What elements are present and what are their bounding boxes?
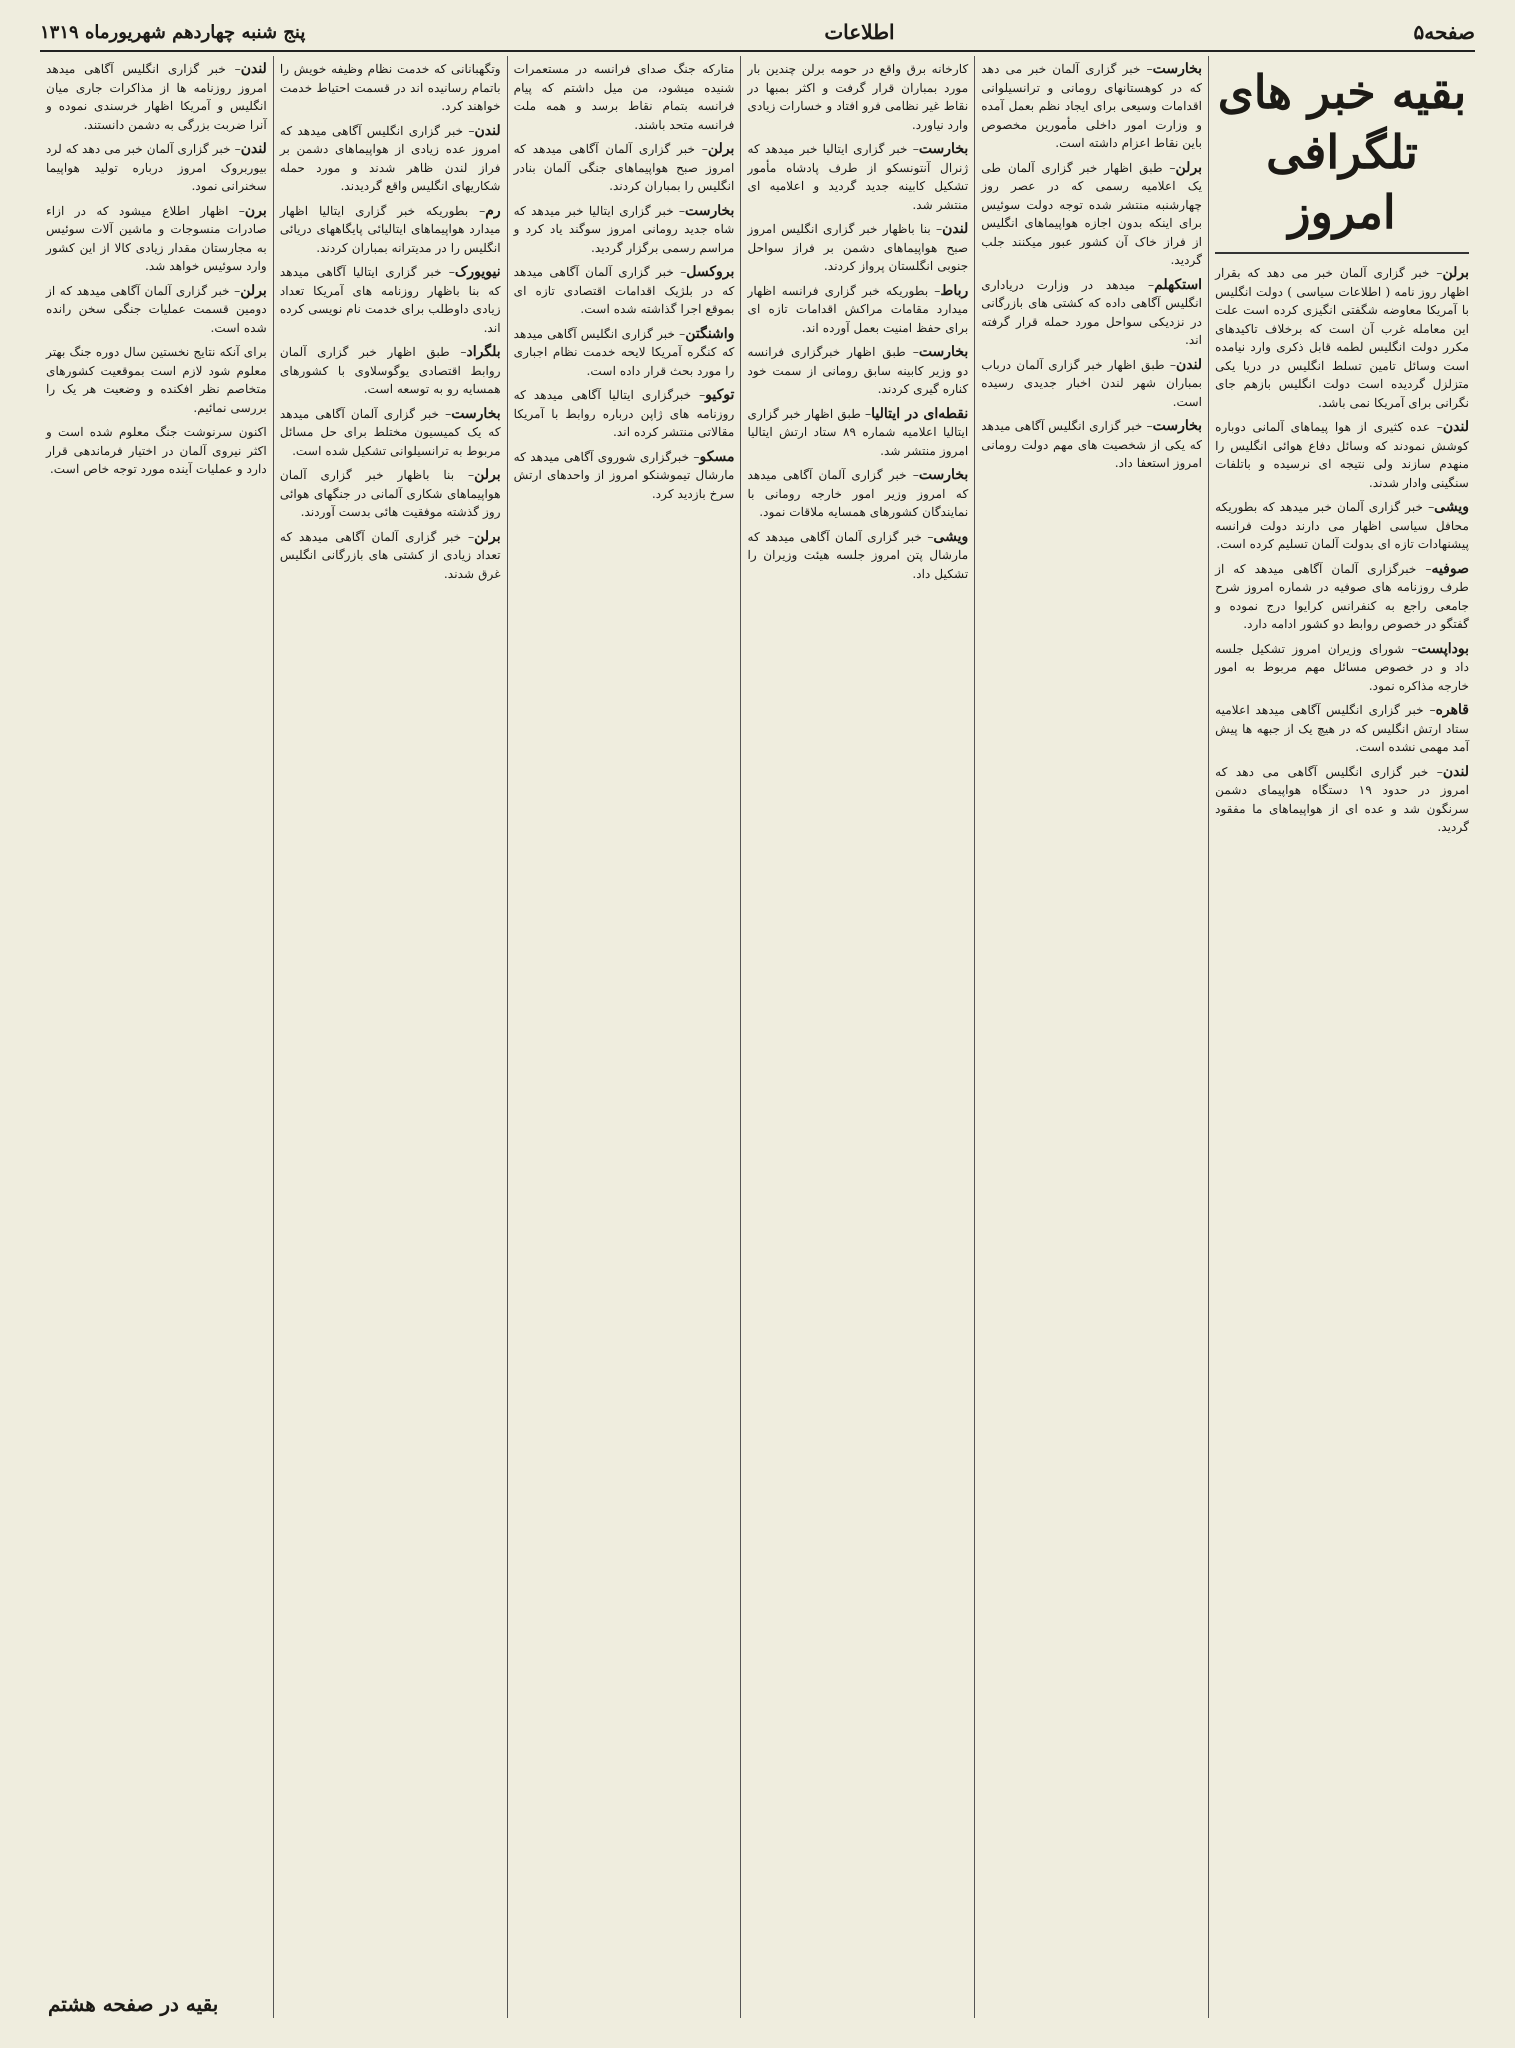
news-dateline: توکیو — [705, 387, 735, 403]
news-item — [1215, 701, 1469, 757]
news-text: – خبر گزاری انگلیس آگاهی می دهد که امروز در حدود ۱۹ دستگاه هواپیمای دشمن سرنگون شد و عده ای از هواپیماهای ما مفقود گردید. — [1215, 764, 1469, 834]
article-columns — [40, 56, 1475, 2018]
news-dateline: ویشی — [933, 528, 969, 545]
news-item — [280, 405, 501, 461]
news-dateline: برلن — [240, 282, 267, 299]
news-item — [280, 202, 501, 258]
news-item — [514, 448, 735, 504]
news-dateline: مسکو — [699, 448, 735, 465]
news-item — [280, 528, 501, 584]
news-item — [981, 159, 1202, 270]
news-item — [514, 263, 735, 319]
news-dateline: لندن — [1175, 356, 1203, 373]
news-dateline: بخارست — [451, 405, 501, 422]
news-dateline: نیویورک — [454, 264, 501, 280]
news-dateline: قاهره — [1435, 702, 1469, 718]
news-item — [46, 343, 267, 417]
news-text: – خبر گزاری آلمان آگاهی میدهد که تعداد زیادی از کشتی های بازرگانی انگلیس غرق شدند. — [279, 529, 501, 581]
news-dateline: لندن — [240, 141, 267, 157]
news-text: – خبر گزاری آلمان خبر میدهد که بطوریکه محافل سیاسی اظهار می دارند دولت فرانسه پیشنهادات تازه ای بدولت آلمان تسلیم کرده است. — [1215, 500, 1469, 551]
news-item — [514, 140, 735, 196]
news-text: – خبر گزاری آلمان آگاهی میدهد که از دومین قسمت عملیات جنگی سخن رانده شده است. — [46, 283, 267, 335]
news-text: – طبق اظهار خبر گزاری آلمان روابط اقتصادی یوگوسلاوی با کشورهای همسایه رو به توسعه است. — [279, 345, 501, 396]
news-dateline: بخارست — [1152, 61, 1203, 77]
news-item — [46, 202, 267, 276]
news-text: کارخانه برق واقع در حومه برلن چندین بار مورد بمباران قرار گرفت و اکثر بمبها در نقاط غیر نظامی فرو افتاد و خسارات زیادی وارد نیاورد. — [747, 62, 969, 132]
news-column-2 — [974, 56, 1208, 2018]
news-item — [981, 276, 1202, 350]
news-text: – میدهد در وزارت دریاداری انگلیس آگاهی داده که کشتی های بازرگانی در نزدیکی سواحل مورد حمله قرار گرفته اند. — [981, 277, 1203, 347]
news-item — [514, 386, 735, 442]
news-item — [280, 60, 501, 116]
main-headline: بقیه خبر های تلگرافی امروز — [1215, 60, 1469, 254]
news-item — [747, 140, 968, 214]
news-text: – طبق اظهار خبر گزاری ایتالیا اعلامیه شماره ۸۹ ستاد ارتش ایتالیا امروز منتشر شد. — [747, 406, 969, 458]
news-item — [280, 343, 501, 399]
news-column-3 — [740, 56, 974, 2018]
news-dateline: لندن — [942, 221, 969, 237]
news-item — [747, 528, 968, 584]
news-dateline: برلن — [1175, 159, 1203, 176]
masthead — [40, 14, 1475, 52]
news-text: – طبق اظهار خبرگزاری فرانسه دو وزیر کابینه سابق رومانی از سمت خود کناره گیری کردند. — [747, 345, 969, 396]
news-text: – خبر گزاری انگلیس آگاهی میدهد که کنگره آمریکا لایحه خدمت نظام اجباری را مورد بحث قرار داده است. — [513, 326, 735, 378]
news-item — [981, 60, 1202, 153]
news-text: – خبر گزاری آلمان خبر می دهد که بقرار اظهار روز نامه ( اطلاعات سیاسی ) دولت انگلیس با آمریکا معاوضه شگفتی انگیزی کرده است علت این معامله غرب آن است که برخلاف تاکیدهای مکرر دولت انگلیس لطمه قابل ذکری وارد نیامده است وسائل تامین تسلط انگلیس در دریا یکی متزلزل گردیده است دولت انگلیس بازهم جای نگرانی برای آمریکا نمی باشد. — [1215, 266, 1469, 410]
news-text: – خبر گزاری آلمان آگاهی میدهد که امروز صبح هواپیماهای جنگی آلمان بنادر انگلیس را بمباران کردند. — [513, 142, 735, 193]
news-dateline: لندن — [240, 61, 267, 77]
news-text: – خبر گزاری آلمان آگاهی میدهد که یک کمیسیون مختلط برای حل مسائل مربوط به ترانسیلوانی تشکیل شده است. — [279, 406, 501, 458]
news-dateline: بخارست — [685, 202, 735, 219]
news-item — [514, 325, 735, 381]
news-text: وتگهبانانی که خدمت نظام وظیفه خویش را باتمام رسانیده اند در قسمت احتیاط خدمت خواهند کرد. — [279, 62, 501, 113]
news-dateline: لندن — [1442, 419, 1469, 435]
page-number: صفحه۵ — [1413, 20, 1475, 44]
news-text: اکنون سرنوشت جنگ معلوم شده است و اکثر نیروی آلمان در اختیار فرماندهی قرار دارد و عملیات آینده مورد توجه خاص است. — [46, 425, 267, 476]
news-item — [46, 140, 267, 196]
news-text: – خبر گزاری ایتالیا خبر میدهد که ژنرال آنتونسکو از طرف پادشاه مأمور تشکیل کابینه جدید گردید و اعلامیه ای منتشر شد. — [747, 142, 969, 212]
news-text: – خبر گزاری انگلیس آگاهی میدهد امروز روزنامه ها از مذاکرات جاری میان انگلیس و آمریکا اظهار خرسندی نموده و آنرا ضربت بزرگی به دشمن دانستند. — [46, 62, 267, 132]
news-item — [747, 343, 968, 399]
news-item — [747, 405, 968, 461]
news-dateline: صوفیه — [1431, 560, 1469, 577]
news-dateline: بلگراد — [466, 344, 501, 360]
news-dateline: لندن — [474, 122, 501, 139]
news-dateline: برن — [244, 202, 267, 219]
news-text: – شورای وزیران امروز تشکیل جلسه داد و در خصوص مسائل مهم مربوط به امور خارجه مذاکره نمود. — [1215, 641, 1469, 693]
news-text: – بنا باظهار خبر گزاری انگلیس امروز صبح هواپیماهای دشمن بر فراز سواحل جنوبی انگلستان پرواز کردند. — [747, 222, 969, 273]
news-column-6 — [40, 56, 273, 2018]
news-item — [747, 466, 968, 522]
news-text: – خبر گزاری آلمان خبر می دهد که در کوهستانهای رومانی و ترانسیلوانی اقدامات وسیعی برای ایجاد نظم بعمل آمده و وزارت امور داخلی مأمورین مخصوص باین نقاط اعزام داشته است. — [981, 62, 1203, 150]
news-dateline: بوداپست — [1417, 640, 1469, 657]
news-dateline: بخارست — [1152, 418, 1203, 434]
news-item — [747, 282, 968, 338]
news-dateline: برلن — [1442, 265, 1469, 281]
news-dateline: واشنگتن — [685, 325, 735, 342]
news-text: – خبرگزاری شوروی آگاهی میدهد که مارشال تیموشنکو امروز از واحدهای ارتش سرخ بازدید کرد. — [513, 449, 735, 501]
news-dateline: بخارست — [918, 344, 969, 360]
news-text: – بطوریکه خبر گزاری ایتالیا اظهار میدارد هواپیماهای ایتالیائی پایگاههای دریائی انگلیس را در مدیترانه بمباران کردند. — [279, 203, 501, 255]
newspaper-title: اطلاعات — [824, 20, 895, 44]
news-item — [1215, 640, 1469, 696]
news-item — [280, 466, 501, 522]
news-dateline: بروکسل — [686, 264, 735, 280]
news-text: – بطوریکه خبر گزاری فرانسه اظهار میدارد مقامات مراکش اقدامات تازه ای برای حفظ امنیت بعمل آورده اند. — [747, 283, 969, 335]
news-text: – اظهار اطلاع میشود که در ازاء صادرات منسوجات و ماشین آلات سوئیس به مجارستان مقدار زیادی کالا از این کشور وارد سوئیس خواهد شد. — [46, 203, 267, 273]
news-text: – طبق اظهار خبر گزاری آلمان طی یک اعلامیه رسمی که در عصر روز چهارشنبه منتشر شده توجه دولت سوئیس برای اینکه بدون اجازه هواپیماهای انگلیس از فراز خاک آن کشور عبور میکنند جلب گردید. — [981, 160, 1203, 267]
news-item — [1215, 264, 1469, 412]
news-dateline: ویشی — [1434, 499, 1469, 515]
news-item — [514, 60, 735, 134]
news-column-1 — [1208, 56, 1475, 2018]
news-text: – طبق اظهار خبر گزاری آلمان درباب بمباران شهر لندن اخبار جدیدی رسیده است. — [981, 357, 1203, 409]
news-text: برای آنکه نتایج نخستین سال دوره جنگ بهتر معلوم شود لازم است بموقعیت کشورهای متخاصم نظر افکنده و وضعیت هر یک را بررسی نمائیم. — [46, 345, 267, 415]
news-item — [46, 282, 267, 338]
news-dateline: رباط — [940, 282, 969, 299]
news-item — [981, 356, 1202, 412]
news-dateline: لندن — [1442, 763, 1469, 780]
continued-note: بقیه در صفحه هشتم — [48, 1992, 219, 2016]
news-text: – خبرگزاری ایتالیا آگاهی میدهد که روزنامه های ژاپن درباره روابط با آمریکا مقالاتی منتشر کرده اند. — [513, 388, 735, 439]
news-item — [514, 202, 735, 258]
news-item — [981, 417, 1202, 473]
news-text: – خبر گزاری ایتالیا خبر میدهد که شاه جدید رومانی امروز سوگند یاد کرد و مراسم رسمی برگزار گردید. — [513, 203, 735, 255]
issue-date: پنج شنبه چهاردهم شهریورماه ۱۳۱۹ — [40, 21, 306, 43]
news-dateline: بخارست — [918, 467, 969, 483]
news-column-5 — [273, 56, 507, 2018]
news-column-4 — [507, 56, 741, 2018]
news-dateline: برلن — [707, 141, 735, 157]
news-dateline: بخارست — [918, 141, 969, 157]
news-dateline: رم — [485, 202, 501, 219]
news-dateline: نقطه‌ای در ایتالیا — [871, 405, 969, 422]
news-item — [1215, 418, 1469, 492]
news-text: – خبرگزاری آلمان آگاهی میدهد که از طرف روزنامه های صوفیه در شماره امروز شرح جامعی راجع به کنفرانس کرایوا درج نموده و گفتگو در خصوص روابط دو کشور ادامه دارد. — [1215, 561, 1469, 631]
news-text: – خبر گزاری انگلیس آگاهی میدهد که امروز عده زیادی از هواپیماهای دشمن بر فراز لندن ظاهر شدند و مورد حمله شکاریهای انگلیس واقع گردیدند. — [279, 123, 501, 193]
news-text: – بنا باظهار خبر گزاری آلمان هواپیماهای شکاری آلمانی در جنگهای هوائی روز گذشته موفقیت هائی بدست آوردند. — [279, 468, 501, 519]
news-text: – خبر گزاری انگلیس آگاهی میدهد که یکی از شخصیت های مهم دولت رومانی امروز استعفا داد. — [981, 419, 1203, 470]
news-text: – خبر گزاری آلمان آگاهی میدهد که مارشال پتن امروز جلسه هیئت وزیران را تشکیل داد. — [747, 529, 969, 581]
news-text: – خبر گزاری آلمان آگاهی میدهد که در بلژیک اقدامات اقتصادی تازه ای بموقع اجرا گذاشته شده است. — [513, 265, 735, 316]
news-text: – خبر گزاری آلمان آگاهی میدهد که امروز وزیر امور خارجه رومانی با نمایندگان کشورهای همسایه ملاقات نمود. — [747, 468, 969, 519]
news-item — [1215, 763, 1469, 837]
news-text: – خبر گزاری ایتالیا آگاهی میدهد که بنا باظهار روزنامه های آمریکا تعداد زیادی داوطلب برای خدمت نام نویسی کرده اند. — [279, 265, 501, 335]
news-dateline: استکهلم — [1154, 276, 1203, 293]
news-item — [747, 60, 968, 134]
news-text: – خبر گزاری انگلیس آگاهی میدهد اعلامیه ستاد ارتش انگلیس که در هیچ یک از جبهه ها پیش آمد مهمی نشده است. — [1215, 703, 1469, 754]
news-item — [747, 220, 968, 276]
news-dateline: برلن — [474, 528, 501, 545]
news-item — [280, 263, 501, 337]
news-item — [1215, 560, 1469, 634]
news-text: – خبر گزاری آلمان خبر می دهد که لرد بیوربروک امروز درباره تولید هواپیما سخنرانی نمود. — [46, 142, 267, 193]
news-item — [280, 122, 501, 196]
news-item — [46, 423, 267, 479]
news-item — [46, 60, 267, 134]
news-text: – عده کثیری از هوا پیماهای آلمانی دوباره کوشش نمودند که وسائل دفاع هوائی انگلیس را منهدم سازند ولی نتیجه ای نرسیده و باتلفات سنگینی وادار شدند. — [1215, 420, 1469, 490]
news-dateline: برلن — [474, 467, 501, 483]
news-item — [1215, 498, 1469, 554]
news-text: متارکه جنگ صدای فرانسه در مستعمرات شنیده میشود، من میل داشتم که پیام فرانسه بتمام نقاط برسد و همه ملت فرانسه متحد باشند. — [513, 62, 735, 132]
